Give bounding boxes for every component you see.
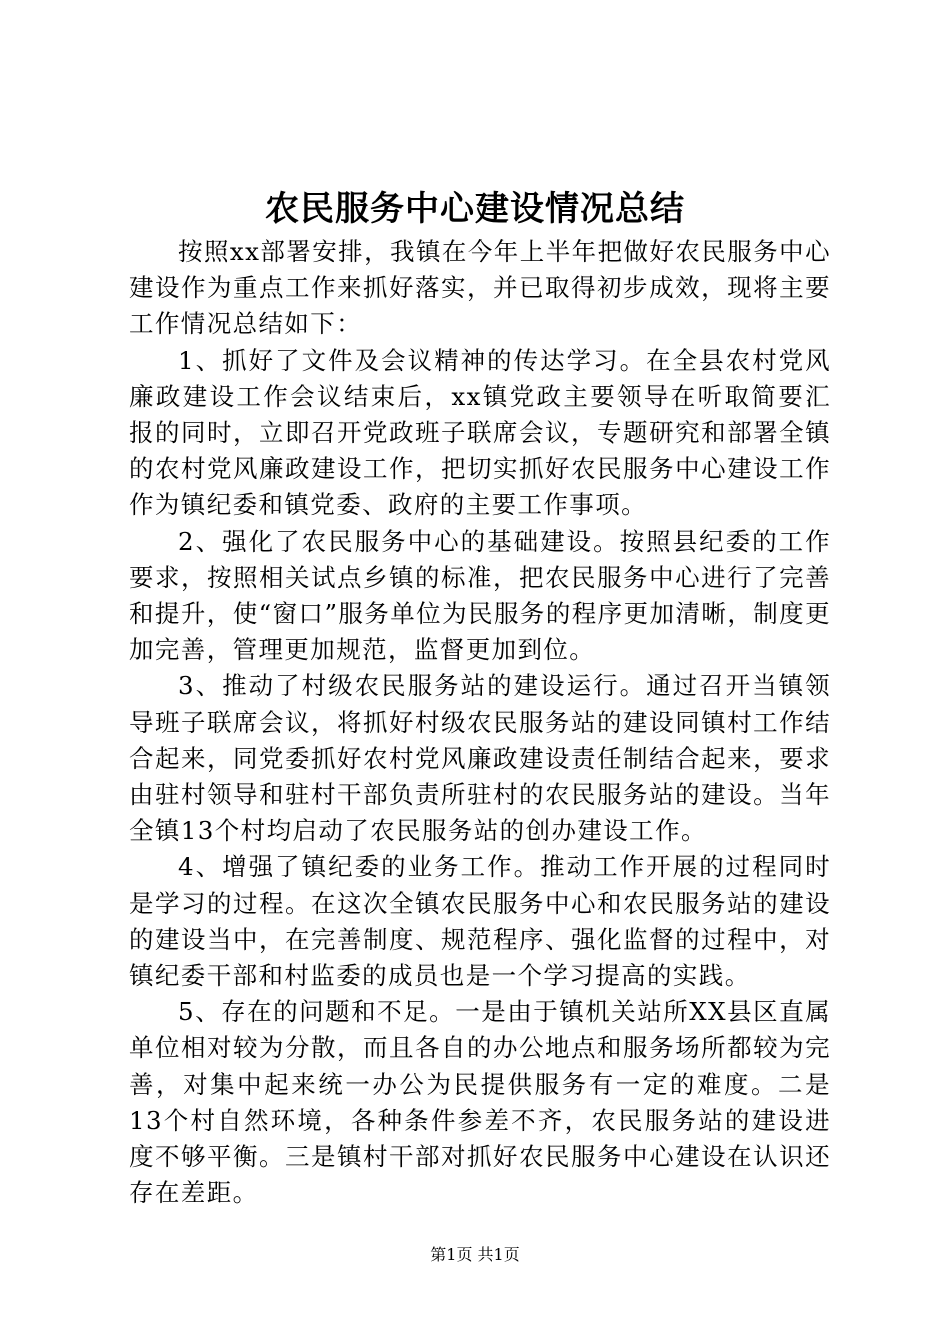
page-number-footer: 第1页 共1页 [430,1245,520,1264]
paragraph-item-5: 5、存在的问题和不足。一是由于镇机关站所XX县区直属单位相对较为分散，而且各自的办公地点和服务场所都较为完善，对集中起来统一办公为民提供服务有一定的难度。二是13个村自然环境，各种条件参差不齐，农民服务站的建设进度不够平衡。三是镇村干部对抓好农民服务中心建设在认识还存在差距。 [129,997,831,1208]
paragraph-item-2: 2、强化了农民服务中心的基础建设。按照县纪委的工作要求，按照相关试点乡镇的标准，把农民服务中心进行了完善和提升，使“窗口”服务单位为民服务的程序更加清晰，制度更加完善，管理更加规范，监督更加到位。 [129,526,831,665]
paragraph-intro: 按照xx部署安排，我镇在今年上半年把做好农民服务中心建设作为重点工作来抓好落实，并已取得初步成效，现将主要工作情况总结如下： [129,237,831,339]
paragraph-item-4: 4、增强了镇纪委的业务工作。推动工作开展的过程同时是学习的过程。在这次全镇农民服务中心和农民服务站的建设的建设当中，在完善制度、规范程序、强化监督的过程中，对镇纪委干部和村监委的成员也是一个学习提高的实践。 [129,852,831,991]
paragraph-item-3: 3、推动了村级农民服务站的建设运行。通过召开当镇领导班子联席会议，将抓好村级农民服务站的建设同镇村工作结合起来，同党委抓好农村党风廉政建设责任制结合起来，要求由驻村领导和驻村干部负责所驻村的农民服务站的建设。当年全镇13个村均启动了农民服务站的创办建设工作。 [129,671,831,846]
document-title: 农民服务中心建设情况总结 [265,189,685,229]
document-body [129,234,831,1211]
paragraph-item-1: 1、抓好了文件及会议精神的传达学习。在全县农村党风廉政建设工作会议结束后，xx镇党政主要领导在听取简要汇报的同时，立即召开党政班子联席会议，专题研究和部署全镇的农村党风廉政建设工作，把切实抓好农民服务中心建设工作作为镇纪委和镇党委、政府的主要工作事项。 [129,345,831,520]
